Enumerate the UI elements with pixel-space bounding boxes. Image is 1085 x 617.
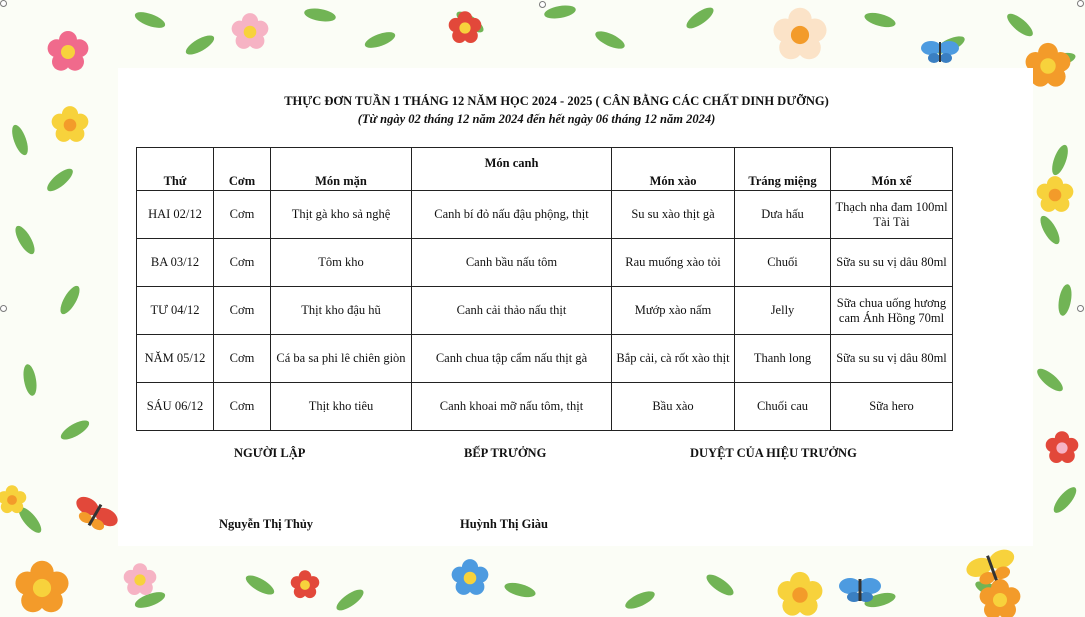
- table-row: [137, 335, 953, 383]
- resize-handle-top-right[interactable]: [1077, 0, 1084, 7]
- table-row: [137, 287, 953, 335]
- cell-afternoon-snack: Thạch nha đam 100ml Tài Tài: [831, 191, 953, 239]
- cell-stir-fry: Bầu xào: [612, 383, 735, 431]
- table-row: [137, 383, 953, 431]
- header-soup: Món canh: [412, 148, 612, 191]
- cell-stir-fry: Mướp xào nấm: [612, 287, 735, 335]
- header-rice: Cơm: [214, 148, 271, 191]
- menu-title: THỰC ĐƠN TUẦN 1 THÁNG 12 NĂM HỌC 2024 - 2025 ( CÂN BẰNG CÁC CHẤT DINH DƯỠNG): [284, 94, 829, 108]
- table-row: [137, 239, 953, 287]
- cell-dessert: Chuối cau: [735, 383, 831, 431]
- cell-dessert: Chuối: [735, 239, 831, 287]
- cell-day: SÁU 06/12: [137, 383, 214, 431]
- principal-approval-label: DUYỆT CỦA HIỆU TRƯỞNG: [690, 446, 857, 460]
- preparer-name: Nguyễn Thị Thủy: [219, 517, 314, 531]
- weekly-menu-table: [136, 147, 953, 431]
- cell-main-dish: Thịt kho đậu hũ: [271, 287, 412, 335]
- chef-name: Huỳnh Thị Giàu: [460, 517, 549, 531]
- cell-dessert: Jelly: [735, 287, 831, 335]
- cell-stir-fry: Bắp cải, cà rốt xào thịt: [612, 335, 735, 383]
- header-dessert: Tráng miệng: [735, 148, 831, 191]
- resize-handle-top[interactable]: [539, 1, 546, 8]
- cell-soup: Canh bí đỏ nấu đậu phộng, thịt: [412, 191, 612, 239]
- cell-rice: Cơm: [214, 383, 271, 431]
- cell-afternoon-snack: Sữa hero: [831, 383, 953, 431]
- cell-afternoon-snack: Sữa su su vị dâu 80ml: [831, 335, 953, 383]
- cell-afternoon-snack: Sữa su su vị dâu 80ml: [831, 239, 953, 287]
- menu-subtitle: (Từ ngày 02 tháng 12 năm 2024 đến hết ngày 06 tháng 12 năm 2024): [357, 112, 716, 126]
- cell-day: HAI 02/12: [137, 191, 214, 239]
- cell-soup: Canh bầu nấu tôm: [412, 239, 612, 287]
- table-row: [137, 191, 953, 239]
- cell-main-dish: Cá ba sa phi lê chiên giòn: [271, 335, 412, 383]
- header-main-dish: Món mặn: [271, 148, 412, 191]
- cell-afternoon-snack: Sữa chua uống hương cam Ánh Hồng 70ml: [831, 287, 953, 335]
- cell-main-dish: Tôm kho: [271, 239, 412, 287]
- header-stir-fry: Món xào: [612, 148, 735, 191]
- cell-soup: Canh cải thảo nấu thịt: [412, 287, 612, 335]
- cell-soup: Canh chua tập cẩm nấu thịt gà: [412, 335, 612, 383]
- cell-rice: Cơm: [214, 335, 271, 383]
- cell-stir-fry: Rau muống xào tỏi: [612, 239, 735, 287]
- cell-soup: Canh khoai mỡ nấu tôm, thịt: [412, 383, 612, 431]
- cell-day: TƯ 04/12: [137, 287, 214, 335]
- cell-rice: Cơm: [214, 239, 271, 287]
- header-day: Thứ: [137, 148, 214, 191]
- resize-handle-top-left[interactable]: [0, 0, 7, 7]
- cell-rice: Cơm: [214, 191, 271, 239]
- cell-main-dish: Thịt gà kho sả nghệ: [271, 191, 412, 239]
- preparer-label: NGƯỜI LẬP: [234, 446, 306, 460]
- cell-day: BA 03/12: [137, 239, 214, 287]
- table-header-row: [137, 148, 953, 191]
- cell-dessert: Dưa hấu: [735, 191, 831, 239]
- cell-main-dish: Thịt kho tiêu: [271, 383, 412, 431]
- cell-dessert: Thanh long: [735, 335, 831, 383]
- cell-rice: Cơm: [214, 287, 271, 335]
- cell-stir-fry: Su su xào thịt gà: [612, 191, 735, 239]
- resize-handle-right[interactable]: [1077, 305, 1084, 312]
- resize-handle-left[interactable]: [0, 305, 7, 312]
- header-afternoon-snack: Món xế: [831, 148, 953, 191]
- cell-day: NĂM 05/12: [137, 335, 214, 383]
- chef-label: BẾP TRƯỞNG: [464, 446, 547, 460]
